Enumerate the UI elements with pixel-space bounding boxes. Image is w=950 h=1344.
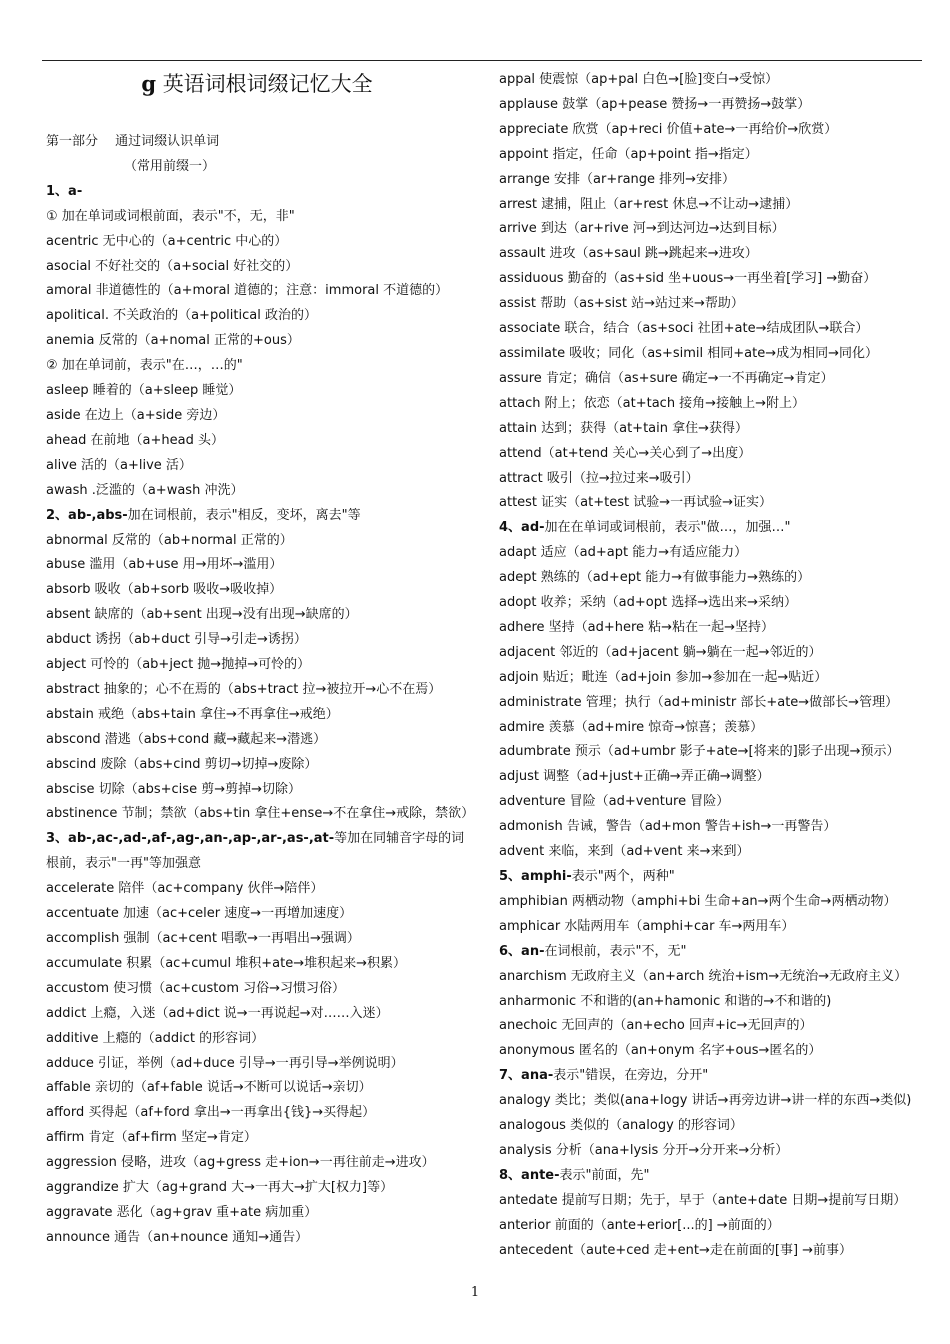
word-entry: adjoin 贴近；毗连（ad+join 参加→参加在一起→贴近） — [499, 669, 828, 685]
word-entry: anonymous 匿名的（an+onym 名字+ous→匿名的） — [499, 1043, 822, 1059]
word-entry: alive 活的（a+live 活） — [46, 457, 192, 473]
word-entry: abject 可怜的（ab+ject 抛→抛掉→可怜的） — [46, 657, 311, 673]
title-text: 英语词根词缀记忆大全 — [162, 72, 373, 96]
section-heading — [499, 940, 924, 965]
page-number: 1 — [470, 1285, 480, 1300]
word-entry: anterior 前面的（ante+erior[...的] →前面的） — [499, 1217, 780, 1233]
word-entry: amoral 非道德性的（a+moral 道德的；注意：immoral 不道德的） — [46, 283, 449, 299]
word-entry: anechoic 无回声的（an+echo 回声+ic→无回声的） — [499, 1018, 813, 1034]
word-entry: administrate 管理；执行（ad+ministr 部长+ate→做部长→管理） — [499, 694, 899, 710]
section-heading — [46, 180, 468, 205]
word-entry: accomplish 强制（ac+cent 唱歌→一再唱出→强调） — [46, 931, 360, 946]
word-entry: afford 买得起（af+ford 拿出→一再拿出{钱}→买得起） — [46, 1105, 376, 1121]
word-entry: adjacent 邻近的（ad+jacent 躺→躺在一起→邻近的） — [499, 644, 822, 660]
prefix-label: 7、ana- — [499, 1068, 554, 1084]
word-entry: abstract 抽象的；心不在焉的（abs+tract 拉→被拉开→心不在焉） — [46, 681, 442, 697]
right-column — [499, 68, 924, 1264]
word-entry: addict 上瘾，入迷（ad+dict 说→一再说起→对……入迷） — [46, 1005, 389, 1021]
prefix-label: 5、amphi- — [499, 869, 572, 884]
word-entry: advent 来临，来到（ad+vent 来→来到） — [499, 844, 750, 860]
word-entry: additive 上瘾的（addict 的形容词） — [46, 1030, 265, 1046]
word-entry: absent 缺席的（ab+sent 出现→没有出现→缺席的） — [46, 607, 358, 623]
word-entry: adumbrate 预示（ad+umbr 影子+ate→[将来的]影子出现→预示） — [499, 744, 900, 760]
prefix-label: 1、a- — [46, 183, 83, 199]
word-entry: antecedent（aute+ced 走+ent→走在前面的[事] →前事） — [499, 1242, 853, 1258]
section-heading — [46, 504, 468, 529]
word-entry: appoint 指定，任命（ap+point 指→指定） — [499, 146, 758, 162]
word-entry: associate 联合，结合（as+soci 社团+ate→结成团队→联合） — [499, 321, 869, 337]
word-entry: amphicar 水陆两用车（amphi+car 车→两用车） — [499, 918, 795, 934]
word-entry: analogous 类似的（analogy 的形容词） — [499, 1118, 743, 1134]
word-entry: aside 在边上（a+side 旁边） — [46, 407, 226, 423]
word-entry: adopt 收养；采纳（ad+opt 选择→选出来→采纳） — [499, 595, 797, 611]
word-entry: attain 达到；获得（at+tain 拿住→获得） — [499, 420, 749, 436]
word-entry: adduce 引证，举例（ad+duce 引导→一再引导→举例说明） — [46, 1055, 404, 1071]
word-entry: adept 熟练的（ad+ept 能力→有做事能力→熟练的） — [499, 570, 811, 586]
left-entries — [46, 180, 475, 1251]
prefix-description: 加在在单词或词根前，表示"做…，加强…" — [544, 520, 791, 536]
word-entry: announce 通告（an+nounce 通知→通告） — [46, 1229, 309, 1245]
word-entry: analogy 类比；类似(ana+logy 讲话→再旁边讲→讲一样的东西→类似) — [499, 1093, 912, 1109]
prefix-description: 表示"两个，两种" — [571, 869, 675, 884]
word-entry: attach 附上；依恋（at+tach 接角→接触上→附上） — [499, 395, 805, 411]
word-entry: abscind 废除（abs+cind 剪切→切掉→废除） — [46, 756, 318, 772]
prefix-label: 3、ab-,ac-,ad-,af-,ag-,an-,ap-,ar-,as-,at- — [46, 831, 335, 847]
word-entry: appreciate 欣赏（ap+reci 价值+ate→一再给价→欣赏） — [499, 121, 838, 137]
word-entry: arrange 安排（ar+range 排列→安排） — [499, 171, 736, 187]
word-entry: arrest 逮捕，阻止（ar+rest 休息→不让动→逮捕） — [499, 196, 799, 212]
prefix-description: 加在词根前，表示"相反，变坏，离去"等 — [127, 507, 361, 523]
word-entry: abduct 诱拐（ab+duct 引导→引走→诱拐） — [46, 632, 307, 648]
word-entry: ② 加在单词前，表示"在…，…的" — [46, 358, 243, 374]
word-entry: abstinence 节制；禁欲（abs+tin 拿住+ense→不在拿住→戒除，禁欲） — [46, 806, 475, 822]
word-entry: awash .泛滥的（a+wash 冲洗） — [46, 482, 244, 498]
left-column — [46, 68, 475, 1251]
word-entry: accumulate 积累（ac+cumul 堆积+ate→堆积起来→积累） — [46, 955, 406, 971]
word-entry: assimilate 吸收；同化（as+simil 相同+ate→成为相同→同化） — [499, 345, 878, 361]
word-entry: aggravate 恶化（ag+grav 重+ate 病加重） — [46, 1204, 318, 1220]
section-heading — [499, 1064, 924, 1089]
word-entry: anemia 反常的（a+nomal 正常的+ous） — [46, 333, 300, 349]
title-letter: g — [141, 71, 156, 96]
word-entry: admire 羡慕（ad+mire 惊奇→惊喜；羡慕） — [499, 719, 764, 735]
word-entry: amphibian 两栖动物（amphi+bi 生命+an→两个生命→两栖动物） — [499, 893, 897, 909]
prefix-description: 表示"前面，先" — [559, 1167, 650, 1183]
prefix-label: 2、ab-,abs- — [46, 507, 128, 523]
word-entry: aggression 侵略，进攻（ag+gress 走+ion→一再往前走→进攻） — [46, 1155, 435, 1171]
word-entry: applause 鼓掌（ap+pease 赞扬→一再赞扬→鼓掌） — [499, 96, 811, 112]
word-entry: acentric 无中心的（a+centric 中心的） — [46, 233, 288, 249]
word-entry: absorb 吸收（ab+sorb 吸收→吸收掉） — [46, 582, 283, 598]
word-entry: accentuate 加速（ac+celer 速度→一再增加速度） — [46, 906, 353, 922]
word-entry: assist 帮助（as+sist 站→站过来→帮助） — [499, 296, 744, 312]
part-heading: 第一部分 通过词缀认识单词 — [46, 134, 220, 149]
word-entry: assiduous 勤奋的（as+sid 坐+uous→一再坐着[学习] →勤奋） — [499, 271, 877, 287]
word-entry: abscise 切除（abs+cise 剪→剪掉→切除） — [46, 781, 301, 797]
word-entry: abuse 滥用（ab+use 用→用坏→滥用） — [46, 557, 283, 573]
prefix-label: 8、ante- — [499, 1167, 560, 1183]
word-entry: anarchism 无政府主义（an+arch 统治+ism→无统治→无政府主义） — [499, 968, 908, 984]
word-entry: admonish 告诫，警告（ad+mon 警告+ish→一再警告） — [499, 819, 837, 835]
word-entry: adjust 调整（ad+just+正确→弄正确→调整） — [499, 769, 770, 785]
word-entry: asocial 不好社交的（a+social 好社交的） — [46, 258, 299, 274]
word-entry: arrive 到达（ar+rive 河→到达河边→达到目标） — [499, 221, 785, 237]
word-entry: aggrandize 扩大（ag+grand 大→一再大→扩大[权力]等） — [46, 1180, 394, 1196]
word-entry: analysis 分析（ana+lysis 分开→分开来→分析） — [499, 1142, 789, 1158]
right-entries — [499, 68, 924, 1264]
word-entry: adhere 坚持（ad+here 粘→粘在一起→坚持） — [499, 619, 774, 635]
page-title — [46, 68, 468, 130]
word-entry: affable 亲切的（af+fable 说话→不断可以说话→亲切） — [46, 1080, 372, 1096]
word-entry: abscond 潜逃（abs+cond 藏→藏起来→潜逃） — [46, 731, 327, 747]
word-entry: attend（at+tend 关心→关心到了→出度） — [499, 445, 752, 461]
word-entry: adapt 适应（ad+apt 能力→有适应能力） — [499, 545, 748, 561]
word-entry: asleep 睡着的（a+sleep 睡觉） — [46, 383, 242, 399]
section-heading — [499, 865, 924, 890]
word-entry: apolitical. 不关政治的（a+political 政治的） — [46, 308, 317, 324]
part-subheading: （常用前缀一） — [124, 158, 216, 174]
prefix-description: 在词根前，表示"不，无" — [544, 943, 687, 959]
section-heading — [499, 516, 924, 541]
prefix-description: 等加在同辅音字母的词根前，表示"一再"等加强意 — [46, 831, 465, 872]
word-entry: assure 肯定；确信（as+sure 确定→一不再确定→肯定） — [499, 370, 834, 386]
word-entry: abstain 戒绝（abs+tain 拿住→不再拿住→戒绝） — [46, 706, 339, 722]
word-entry: accustom 使习惯（ac+custom 习俗→习惯习俗） — [46, 980, 346, 996]
word-entry: antedate 提前写日期；先于，早于（ante+date 日期→提前写日期） — [499, 1192, 907, 1208]
header-rule — [42, 60, 922, 61]
word-entry: appal 使震惊（ap+pal 白色→[脸]变白→受惊） — [499, 72, 779, 87]
word-entry: attest 证实（at+test 试验→一再试验→证实） — [499, 495, 773, 511]
section-heading — [499, 1164, 924, 1189]
word-entry: attract 吸引（拉→拉过来→吸引） — [499, 470, 699, 486]
word-entry: ① 加在单词或词根前面，表示"不，无，非" — [46, 208, 295, 224]
word-entry: affirm 肯定（af+firm 坚定→肯定） — [46, 1130, 257, 1146]
prefix-label: 6、an- — [499, 943, 545, 959]
word-entry: accelerate 陪伴（ac+company 伙伴→陪伴） — [46, 881, 324, 897]
prefix-description: 表示"错误，在旁边，分开" — [553, 1068, 709, 1084]
word-entry: ahead 在前地（a+head 头） — [46, 432, 225, 448]
prefix-label: 4、ad- — [499, 520, 545, 536]
word-entry: adventure 冒险（ad+venture 冒险） — [499, 794, 730, 810]
word-entry: abnormal 反常的（ab+normal 正常的） — [46, 532, 293, 548]
word-entry: anharmonic 不和谐的(an+hamonic 和谐的→不和谐的) — [499, 993, 832, 1009]
section-heading — [46, 827, 468, 877]
word-entry: assault 进攻（as+saul 跳→跳起来→进攻） — [499, 246, 758, 262]
